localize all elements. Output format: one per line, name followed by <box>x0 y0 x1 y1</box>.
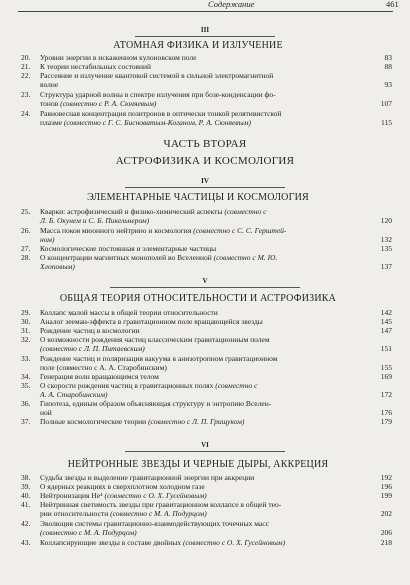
entry-number: 24. <box>21 109 31 118</box>
entry-page: 218 <box>380 538 392 547</box>
section-4-numeral: IV <box>201 177 209 185</box>
section-5-title: ОБЩАЯ ТЕОРИЯ ОТНОСИТЕЛЬНОСТИ И АСТРОФИЗИКА <box>59 293 337 304</box>
entry-coauthor: (совместно с О. Х. Гусейновым) <box>104 491 207 500</box>
entry-coauthor-cont: А. А. Старобинским) <box>40 390 108 399</box>
entry-number: 23. <box>21 90 31 99</box>
entry-page: 151 <box>380 344 392 353</box>
entry-number: 27. <box>21 244 31 253</box>
entry-number: 25. <box>21 207 31 216</box>
entry-title-wrap <box>40 254 370 263</box>
entry-title: Генерация волн вращающимся телом <box>40 372 159 381</box>
entry-title-cont-wrap <box>40 100 370 109</box>
entry-page: 196 <box>380 482 392 491</box>
entry-page: 120 <box>380 216 392 225</box>
entry-coauthor: (совместно с М. А. Подурцом) <box>110 509 207 518</box>
entry-page: 83 <box>384 53 392 62</box>
entry-coauthor: (совместно с С. С. Герштей- <box>193 226 287 235</box>
entry-number: 21. <box>21 62 31 71</box>
entry-page: 192 <box>380 473 392 482</box>
entry-page: 142 <box>380 308 392 317</box>
entry-title: Коллапсирующие звезды в составе двойных <box>40 538 182 547</box>
entry-title: Космологические постоянная и элементарные частицы <box>40 244 217 253</box>
page-number: 461 <box>386 0 399 9</box>
entry-title-cont-wrap <box>40 510 370 519</box>
entry-title: Нейтринная светимость звезды при гравитационном коллапсе в общей тео- <box>40 500 282 509</box>
entry-title: Масса покоя мюонного нейтрино и космология <box>40 226 192 235</box>
entry-title: Рождение частиц в космологии <box>40 326 140 335</box>
entry-coauthor: (совместно с Р. А. Сюняевым) <box>60 99 157 108</box>
entry-title-cont: рии относительности <box>40 509 109 518</box>
entry-number: 22. <box>21 71 31 80</box>
entry-number: 42. <box>21 519 31 528</box>
entry-title: Уровни энергии в искаженном кулоновском поле <box>40 53 197 62</box>
entry-number: 20. <box>21 53 31 62</box>
entry-title: О концентрации магнитных монополей во Вселенной <box>40 253 212 262</box>
entry-title-cont: поле (совместно с А. А. Старобинским) <box>40 363 167 372</box>
entry-number: 32. <box>21 335 31 344</box>
entry-number: 40. <box>21 491 31 500</box>
entry-title: О возможности рождения частиц классическим гравитационным полем <box>40 335 270 344</box>
section-6-numeral: VI <box>201 441 209 449</box>
entry-page: 179 <box>380 417 392 426</box>
entry-number: 37. <box>21 417 31 426</box>
entry-page: 206 <box>380 528 392 537</box>
part-subtitle: АСТРОФИЗИКА И КОСМОЛОГИЯ <box>115 155 295 167</box>
part-title: ЧАСТЬ ВТОРАЯ <box>163 138 247 150</box>
section-6-title: НЕЙТРОННЫЕ ЗВЕЗДЫ И ЧЕРНЫЕ ДЫРЫ, АККРЕЦИЯ <box>67 459 329 470</box>
entry-title-cont: ной <box>40 408 52 417</box>
entry-number: 35. <box>21 381 31 390</box>
entry-number: 26. <box>21 226 31 235</box>
entry-title: О ядерных реакциях в сверхплотном холодном газе <box>40 482 205 491</box>
entry-number: 36. <box>21 399 31 408</box>
entry-title-wrap <box>40 418 370 427</box>
entry-page: 88 <box>384 62 392 71</box>
entry-title: Судьба звезды и выделение гравитационной энергии при аккреции <box>40 473 255 482</box>
entry-page: 176 <box>380 408 392 417</box>
entry-title: Кварки: астрофизический и физико-химический аспекты <box>40 207 223 216</box>
entry-title-wrap <box>40 227 370 236</box>
entry-title-cont-wrap <box>40 119 370 128</box>
entry-title: Равновесная концентрация позитронов в оптически тонкой релятивистской <box>40 109 282 118</box>
entry-page: 169 <box>380 372 392 381</box>
entry-coauthor-cont: Л. Б. Окунем и С. Б. Пикельнером) <box>40 216 150 225</box>
section-4-rule <box>125 187 285 188</box>
entry-title: Коллапс малой массы в общей теории относительности <box>40 308 218 317</box>
page-header <box>0 0 410 11</box>
entry-coauthor: (совместно с <box>215 381 258 390</box>
section-3-title: АТОМНАЯ ФИЗИКА И ИЗЛУЧЕНИЕ <box>113 40 283 51</box>
section-3-numeral: III <box>200 26 210 34</box>
entry-title-cont: плазме <box>40 118 63 127</box>
entry-title-wrap <box>40 539 370 548</box>
entry-number: 28. <box>21 253 31 262</box>
entry-number: 33. <box>21 354 31 363</box>
entry-title: Гипотеза, единым образом объясняющая структуру и энтропию Вселен- <box>40 399 272 408</box>
entry-coauthor: (совместно с М. А. Подурцом) <box>40 528 137 537</box>
entry-title: Полные космологические теории <box>40 417 147 426</box>
section-5-rule <box>110 287 300 288</box>
entry-page: 135 <box>380 244 392 253</box>
entry-coauthor: (совместно с Г. С. Бисноватым-Коганом, Р. А. Сюняевым) <box>63 118 251 127</box>
entry-number: 30. <box>21 317 31 326</box>
entry-number: 39. <box>21 482 31 491</box>
entry-page: 107 <box>380 99 392 108</box>
entry-title-cont: тонов <box>40 99 59 108</box>
entry-coauthor: (совместно с <box>224 207 267 216</box>
entry-page: 115 <box>381 118 392 127</box>
entry-page: 155 <box>380 363 392 372</box>
entry-page: 137 <box>380 262 392 271</box>
entry-coauthor: (совместно с О. Х. Гусейновым) <box>182 538 286 547</box>
entry-page: 202 <box>380 509 392 518</box>
entry-title: О скорости рождения частиц в гравитационных полях <box>40 381 214 390</box>
entry-title: Эволюция системы гравитационно-взаимодействующих точечных масс <box>40 519 269 528</box>
entry-page: 147 <box>380 326 392 335</box>
entry-number: 43. <box>21 538 31 547</box>
entry-coauthor-cont: Хлоповым) <box>40 262 75 271</box>
entry-title: Рождение частиц и поляризация вакуума в анизотропном гравитационном <box>40 354 278 363</box>
entry-page: 199 <box>380 491 392 500</box>
running-title: Содержание <box>208 0 255 9</box>
entry-title: Структура ударной волны в спектре излучения при бозе-конденсации фо- <box>40 90 276 99</box>
section-6-rule <box>125 451 285 452</box>
entry-page: 93 <box>384 80 392 89</box>
entry-page: 172 <box>380 390 392 399</box>
section-5-numeral: V <box>202 277 208 285</box>
section-3-rule <box>135 36 275 37</box>
entry-number: 34. <box>21 372 31 381</box>
section-4-title: ЭЛЕМЕНТАРНЫЕ ЧАСТИЦЫ И КОСМОЛОГИЯ <box>87 192 309 203</box>
entry-title: Аналог зееман-эффекта в гравитационном поле вращающейся звезды <box>40 317 263 326</box>
entry-title: Рассеяние и излучение квантовой системой в сильной электромагнитной <box>40 71 274 80</box>
entry-title: К теории нестабильных состояний <box>40 62 151 71</box>
entry-number: 31. <box>21 326 31 335</box>
entry-number: 38. <box>21 473 31 482</box>
entry-coauthor: (совместно с Л. П. Грищуком) <box>148 417 245 426</box>
entry-coauthor: (совместно с М. Ю. <box>213 253 278 262</box>
entry-coauthor-cont: ном) <box>40 235 55 244</box>
entry-page: 145 <box>380 317 392 326</box>
entry-number: 29. <box>21 308 31 317</box>
entry-number: 41. <box>21 500 31 509</box>
entry-coauthor: (совместно с Л. П. Питаевским) <box>40 344 145 353</box>
entry-title: Нейтронизация He⁴ <box>40 491 103 500</box>
entry-title-cont: волне <box>40 80 59 89</box>
entry-page: 132 <box>380 235 392 244</box>
header-rule <box>18 11 393 12</box>
